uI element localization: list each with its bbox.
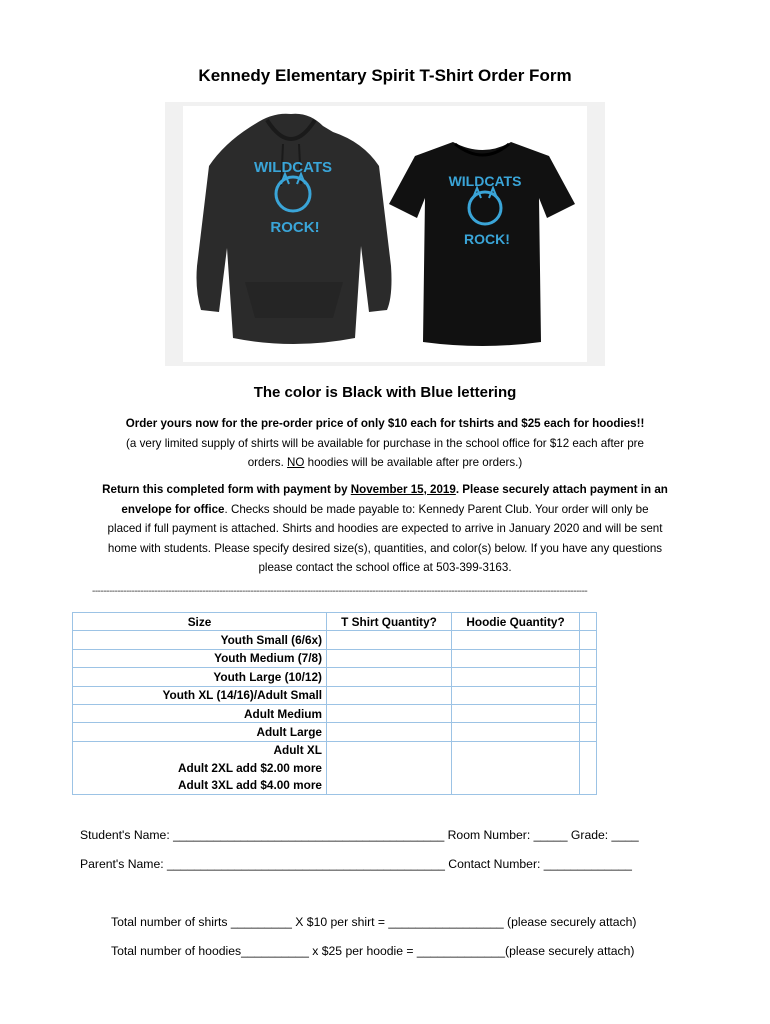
size-label: Youth Large (10/12) [73,668,327,686]
hoodie-quantity-cell[interactable] [452,704,580,722]
instructions-line-4: home with students. Please specify desired size(s), quantities, and color(s) below. If you have any questions [107,541,663,555]
header-tshirt-quantity: T Shirt Quantity? [327,613,452,631]
instructions-l1-post: . Please securely attach payment in an [455,483,668,496]
tshirt-quantity-cell[interactable] [327,741,452,794]
hoodie-rock-text: ROCK! [270,219,320,236]
hoodie-quantity-cell[interactable] [452,723,580,741]
tshirt-quantity-cell[interactable] [327,649,452,667]
preorder-line-2: (a very limited supply of shirts will be available for purchase in the school office for $12 each after pre [126,436,644,450]
size-label: Adult Medium [73,704,327,722]
hoodie-quantity-cell[interactable] [452,686,580,704]
extra-cell [580,723,597,741]
size-quantity-table [72,612,597,795]
header-extra-cell [580,613,597,631]
extra-cell [580,686,597,704]
header-size: Size [73,613,327,631]
cut-line-separator: ------------------------------------------------------------------------------------------------------------------------------------------------------------------------------- [92,586,588,597]
header-hoodie-quantity: Hoodie Quantity? [452,613,580,631]
instructions-line-2 [78,500,692,520]
student-info-line[interactable]: Student's Name: ________________________________________ Room Number: _____ Grade: ____ [80,828,639,842]
table-row [73,631,597,649]
hoodie-quantity-cell[interactable] [452,741,580,794]
table-row [73,668,597,686]
deadline-date: November 15, 2019 [350,483,456,496]
hoodie-quantity-cell[interactable] [452,668,580,686]
table-row [73,741,597,759]
extra-cell [580,668,597,686]
size-label: Adult Large [73,723,327,741]
color-note: The color is Black with Blue lettering [253,384,517,401]
size-label: Adult 3XL add $4.00 more [73,777,327,795]
table-row [73,704,597,722]
size-label: Youth Medium (7/8) [73,649,327,667]
parent-info-line[interactable]: Parent's Name: _________________________________________ Contact Number: _____________ [80,857,632,871]
table-row [73,649,597,667]
extra-cell [580,741,597,794]
instructions-l2-rest: . Checks should be made payable to: Kennedy Parent Club. Your order will only be [224,502,649,516]
hoodie-quantity-cell[interactable] [452,649,580,667]
size-label: Youth XL (14/16)/Adult Small [73,686,327,704]
tshirt-rock-text: ROCK! [464,231,510,247]
instructions-paragraph [78,480,692,578]
tshirt-quantity-cell[interactable] [327,704,452,722]
hoodie-quantity-cell[interactable] [452,631,580,649]
size-label: Adult 2XL add $2.00 more [73,759,327,776]
preorder-line-3-post: hoodies will be available after pre orders.) [304,456,523,469]
instructions-l2-bold: envelope for office [121,502,225,516]
extra-cell [580,649,597,667]
hoodie-wildcats-text: WILDCATS [253,159,333,176]
preorder-line-1: Order yours now for the pre-order price of only $10 each for tshirts and $25 each for hoodies!! [125,417,645,430]
table-row [73,686,597,704]
tshirt-quantity-cell[interactable] [327,723,452,741]
hoodie-image [197,114,392,344]
extra-cell [580,704,597,722]
tshirt-quantity-cell[interactable] [327,686,452,704]
extra-cell [580,631,597,649]
table-header-row [73,613,597,631]
tshirt-wildcats-text: WILDCATS [448,173,522,189]
product-photo [165,102,605,366]
preorder-paragraph [78,414,692,473]
instructions-line-1 [78,480,692,500]
tshirt-image [389,142,575,346]
hoodies-total-line[interactable]: Total number of hoodies__________ x $25 per hoodie = _____________(please securely attach) [111,944,635,958]
instructions-line-5: please contact the school office at 503-399-3163. [258,561,512,574]
preorder-line-3-pre: orders. [247,456,288,469]
instructions-l1-pre: Return this completed form with payment by [102,483,351,496]
shirts-total-line[interactable]: Total number of shirts _________ X $10 per shirt = _________________ (please securely attach) [111,915,637,929]
size-label: Youth Small (6/6x) [73,631,327,649]
apparel-illustration [183,106,587,362]
table-row [73,723,597,741]
size-label: Adult XL [73,741,327,759]
tshirt-quantity-cell[interactable] [327,668,452,686]
preorder-line-3 [78,453,692,473]
tshirt-quantity-cell[interactable] [327,631,452,649]
page-title: Kennedy Elementary Spirit T-Shirt Order Form [198,66,572,85]
instructions-line-3: placed if full payment is attached. Shirts and hoodies are expected to arrive in January 2020 and will be sent [107,522,663,535]
preorder-no-text: NO [287,456,305,469]
